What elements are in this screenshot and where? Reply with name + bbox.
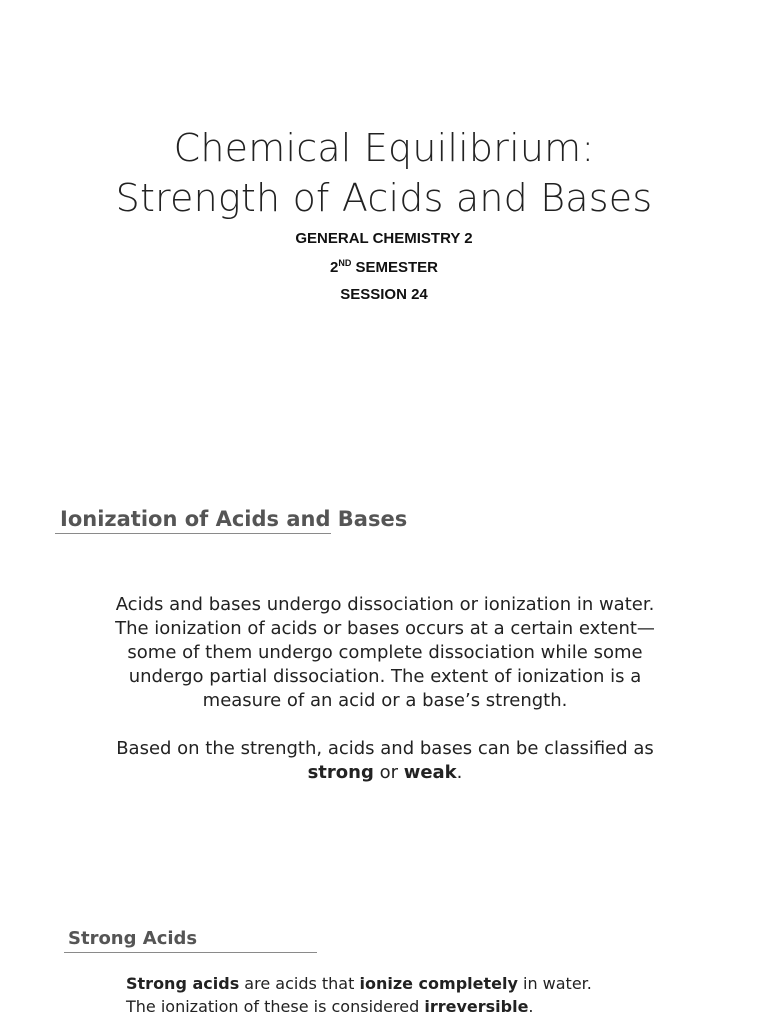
strong-emphasis: strong [307, 762, 374, 783]
ionization-paragraph-1 [100, 593, 670, 713]
course-name: GENERAL CHEMISTRY 2 [295, 230, 473, 247]
strong-acids-line-1 [126, 972, 686, 995]
p2-text-2: or [373, 762, 404, 783]
semester-number: 2 [329, 259, 339, 276]
ionization-paragraph-1-text: Acids and bases undergo dissociation or ionization in water. The ionization of acids or bases occurs at a certain extent—some of them undergo complete dissociation while some undergo partial dissociation. The extent of ionization is a measure of an acid or a base’s strength. [115, 594, 655, 711]
semester-label [0, 258, 768, 276]
strong-acids-term: Strong acids [126, 974, 240, 993]
semester-ordinal-suffix: ND [338, 258, 352, 268]
p2-end: . [456, 762, 463, 783]
session-label: SESSION 24 [340, 286, 428, 303]
section-divider-ionization [55, 533, 331, 534]
strong-acids-line-2 [126, 995, 686, 1018]
document-title-line-1: Chemical Equilibrium: [173, 126, 595, 170]
section-heading-ionization: Ionization of Acids and Bases [60, 507, 408, 531]
ionization-paragraph-2 [100, 737, 670, 785]
ionize-completely-emphasis: ionize completely [359, 974, 518, 993]
weak-emphasis: weak [403, 762, 457, 783]
document-title-line-2: Strength of Acids and Bases [115, 176, 653, 220]
section-divider-strong-acids [64, 952, 317, 953]
p2-text-1: Based on the strength, acids and bases can be classified as [116, 738, 654, 759]
sa-text-1: are acids that [239, 974, 360, 993]
sa-end: . [528, 997, 534, 1016]
irreversible-emphasis: irreversible [424, 997, 529, 1016]
ionization-paragraph-2-text [100, 737, 670, 785]
strong-acids-definition [126, 972, 686, 1018]
section-heading-strong-acids: Strong Acids [68, 928, 198, 949]
semester-word: SEMESTER [355, 259, 439, 276]
sa-text-2: in water. [517, 974, 592, 993]
sa-text-3: The ionization of these is considered [126, 997, 425, 1016]
